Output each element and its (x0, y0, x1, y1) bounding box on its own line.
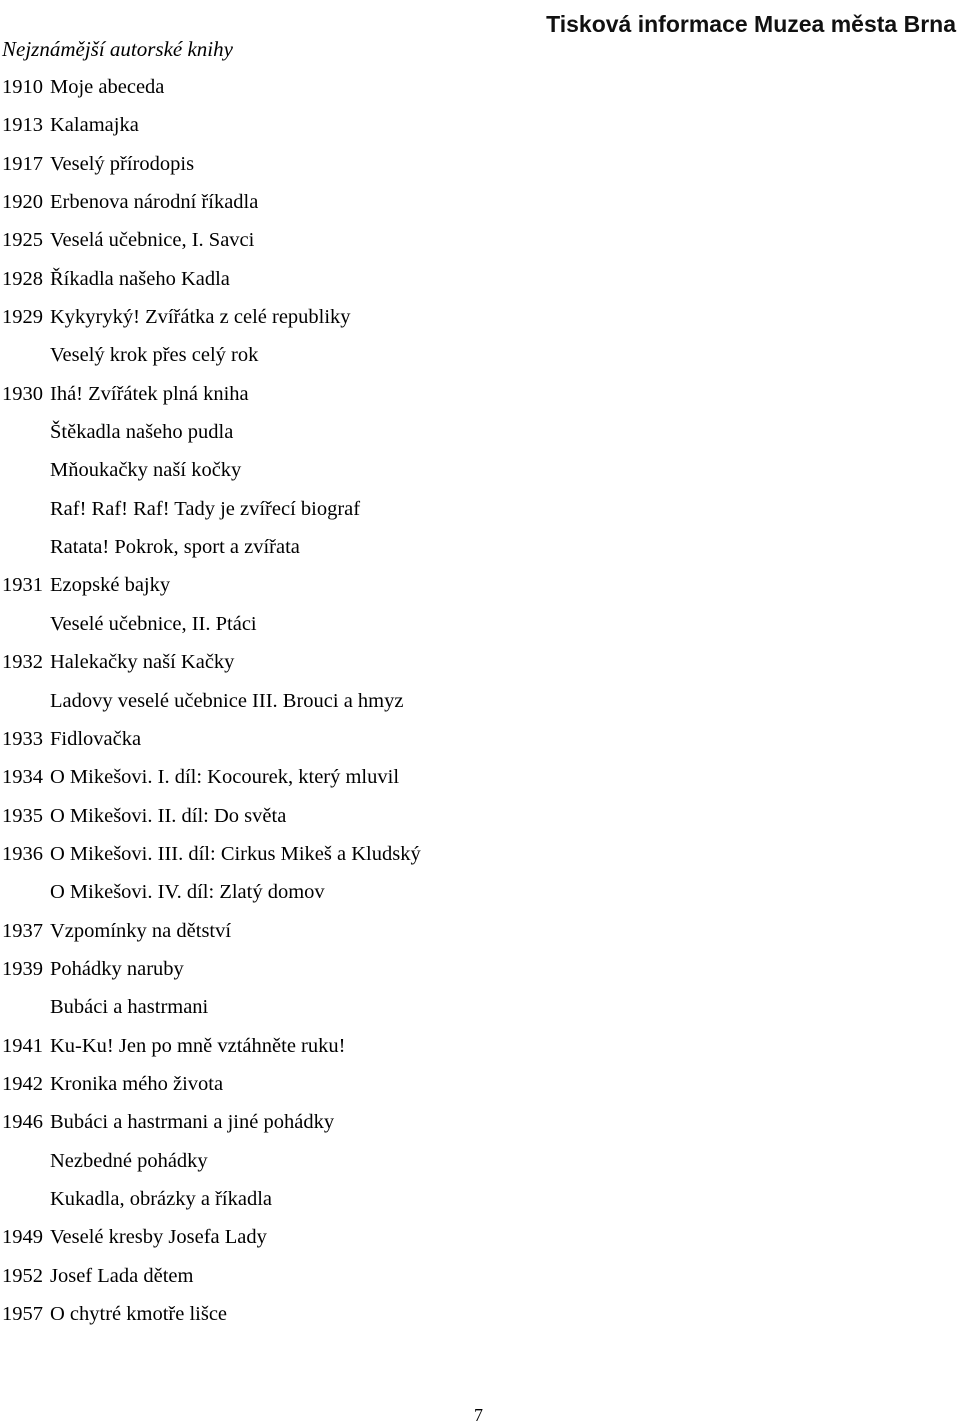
book-title: Štěkadla našeho pudla (50, 421, 234, 444)
book-year: 1910 (2, 76, 43, 98)
book-row (2, 687, 421, 725)
book-year: 1917 (2, 152, 43, 175)
book-title: Halekačky naší Kačky (50, 651, 235, 674)
book-row (2, 111, 421, 149)
page-number: 7 (474, 1405, 483, 1425)
book-title: Pohádky naruby (50, 957, 184, 980)
book-title: Ihá! Zvířátek plná kniha (50, 382, 249, 405)
book-row (2, 802, 421, 840)
book-row (2, 1070, 421, 1108)
book-title: Bubáci a hastrmani a jiné pohádky (50, 1111, 335, 1134)
book-year: 1933 (2, 727, 43, 750)
book-year: 1935 (2, 804, 43, 827)
book-row (2, 303, 421, 341)
book-title: Moje abeceda (50, 76, 165, 98)
book-row (2, 571, 421, 609)
section-title: Nejznámější autorské knihy (2, 37, 233, 61)
book-row (2, 725, 421, 763)
book-title: Erbenova národní říkadla (50, 191, 259, 214)
book-row (2, 1262, 421, 1300)
book-year: 1929 (2, 306, 43, 329)
book-title: Veselé učebnice, II. Ptáci (50, 612, 257, 635)
book-year: 1928 (2, 267, 43, 290)
book-title: Ku-Ku! Jen po mně vztáhněte ruku! (50, 1034, 346, 1057)
book-row (2, 533, 421, 571)
book-row (2, 648, 421, 686)
book-title: Kykyryký! Zvířátka z celé republiky (50, 306, 351, 329)
book-row (2, 265, 421, 303)
book-title: Kalamajka (50, 114, 139, 137)
book-title: Veselý přírodopis (50, 152, 195, 175)
book-title: Říkadla našeho Kadla (50, 267, 230, 290)
book-title: Vzpomínky na dětství (50, 919, 232, 942)
book-year: 1931 (2, 574, 43, 597)
book-title: Kukadla, obrázky a říkadla (50, 1187, 272, 1210)
book-title: O chytré kmotře lišce (50, 1303, 228, 1325)
book-title: Veselé kresby Josefa Lady (50, 1226, 267, 1249)
book-row (2, 188, 421, 226)
book-year: 1934 (2, 766, 43, 789)
book-list (2, 73, 421, 1338)
book-year: 1920 (2, 191, 43, 214)
book-year: 1913 (2, 114, 43, 137)
book-row (2, 993, 421, 1031)
book-title: Kronika mého života (50, 1072, 224, 1095)
book-row (2, 150, 421, 188)
book-row (2, 226, 421, 264)
book-title: Raf! Raf! Raf! Tady je zvířecí biograf (50, 497, 361, 520)
header-title: Tisková informace Muzea města Brna (546, 11, 956, 37)
book-year: 1952 (2, 1264, 43, 1287)
book-year: 1937 (2, 919, 43, 942)
book-title: Ladovy veselé učebnice III. Brouci a hmyz (50, 689, 404, 712)
book-row (2, 380, 421, 418)
book-row (2, 955, 421, 993)
book-title: Bubáci a hastrmani (50, 996, 209, 1019)
book-title: O Mikešovi. II. díl: Do světa (50, 804, 287, 827)
book-year: 1946 (2, 1111, 43, 1134)
book-row (2, 878, 421, 916)
book-year: 1936 (2, 842, 43, 865)
book-row (2, 1185, 421, 1223)
book-title: Josef Lada dětem (50, 1264, 194, 1287)
book-row (2, 1223, 421, 1261)
book-row (2, 341, 421, 379)
book-year: 1949 (2, 1226, 43, 1249)
book-title: Mňoukačky naší kočky (50, 459, 242, 482)
book-title: Veselá učebnice, I. Savci (50, 229, 255, 252)
book-row (2, 418, 421, 456)
book-title: Ezopské bajky (50, 574, 171, 597)
book-year: 1932 (2, 651, 43, 674)
book-year: 1939 (2, 957, 43, 980)
book-title: Ratata! Pokrok, sport a zvířata (50, 536, 300, 559)
book-year: 1925 (2, 229, 43, 252)
book-row (2, 610, 421, 648)
book-row (2, 1147, 421, 1185)
book-row (2, 840, 421, 878)
book-title: O Mikešovi. IV. díl: Zlatý domov (50, 881, 325, 904)
book-year: 1957 (2, 1303, 43, 1325)
book-row (2, 1300, 421, 1338)
book-row (2, 495, 421, 533)
book-title: Veselý krok přes celý rok (50, 344, 259, 367)
book-row (2, 456, 421, 494)
book-row (2, 73, 421, 111)
book-year: 1942 (2, 1072, 43, 1095)
book-title: O Mikešovi. I. díl: Kocourek, který mluvil (50, 766, 400, 789)
book-title: Fidlovačka (50, 727, 142, 750)
book-row (2, 763, 421, 801)
book-title: O Mikešovi. III. díl: Cirkus Mikeš a Kludský (50, 842, 421, 865)
book-row (2, 1108, 421, 1146)
book-row (2, 1032, 421, 1070)
book-year: 1941 (2, 1034, 43, 1057)
book-year: 1930 (2, 382, 43, 405)
book-row (2, 917, 421, 955)
book-title: Nezbedné pohádky (50, 1149, 208, 1172)
